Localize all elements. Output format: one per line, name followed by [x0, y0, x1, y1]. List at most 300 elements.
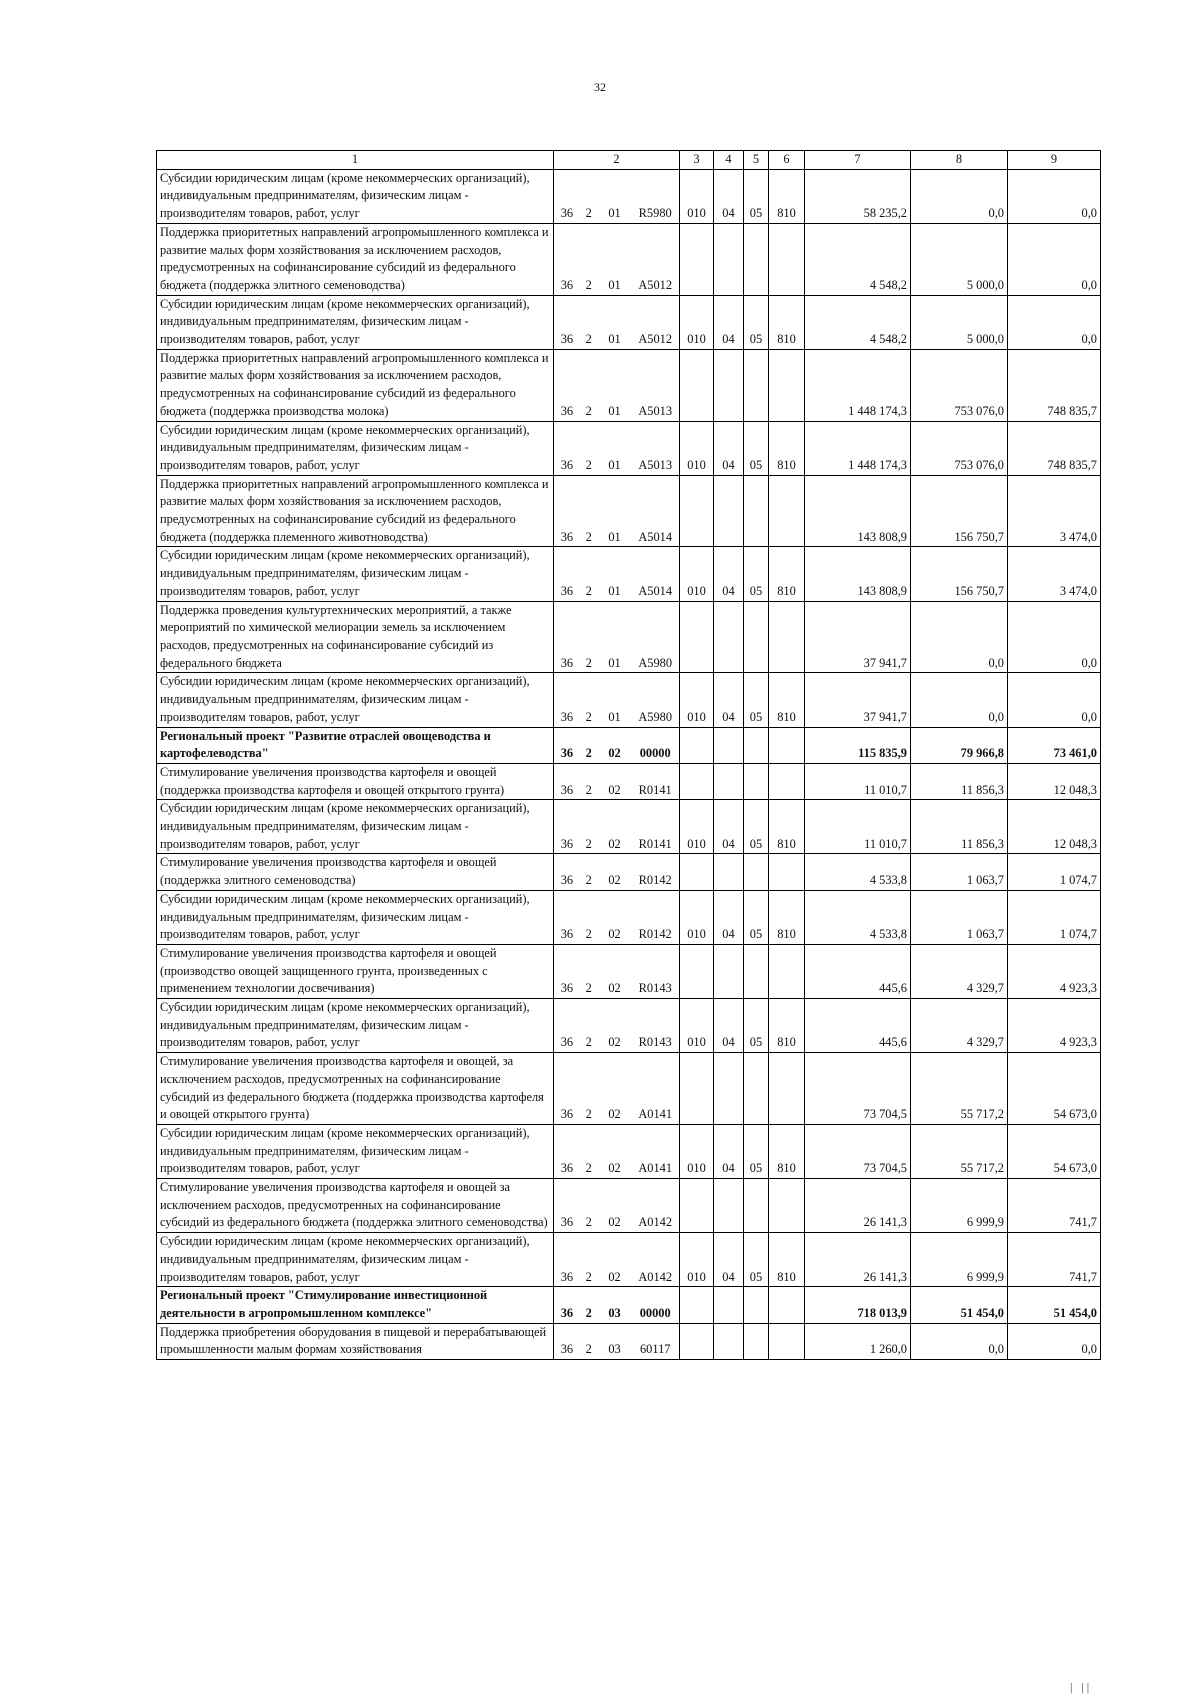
code-cell — [554, 890, 680, 944]
code-cell — [554, 944, 680, 998]
code-part-2: 2 — [585, 1269, 592, 1284]
code-cell — [554, 1233, 680, 1287]
code-cell — [554, 999, 680, 1053]
code-part-2: 2 — [585, 277, 592, 292]
value-col7: 143 808,9 — [805, 547, 911, 601]
code-cell — [554, 295, 680, 349]
code-part-3: 02 — [608, 746, 621, 761]
col5-cell: 05 — [744, 999, 769, 1053]
code-part-3: 02 — [608, 1035, 621, 1050]
value-col9: 748 835,7 — [1008, 421, 1101, 475]
col5-cell: 05 — [744, 295, 769, 349]
value-col7: 1 448 174,3 — [805, 349, 911, 421]
code-part-2: 2 — [585, 529, 592, 544]
value-col9: 0,0 — [1008, 1323, 1101, 1359]
col3-cell: 010 — [680, 890, 714, 944]
code-part-2: 2 — [585, 457, 592, 472]
code-part-4: 60117 — [639, 1342, 671, 1357]
col5-cell — [744, 727, 769, 763]
col5-cell — [744, 1179, 769, 1233]
col6-cell: 810 — [769, 1124, 805, 1178]
value-col8: 5 000,0 — [911, 223, 1008, 295]
col3-cell — [680, 1053, 714, 1125]
value-col8: 6 999,9 — [911, 1233, 1008, 1287]
table-row-section — [157, 1287, 1101, 1323]
col3-cell — [680, 1179, 714, 1233]
col6-cell — [769, 601, 805, 673]
col3-cell — [680, 944, 714, 998]
col3-cell: 010 — [680, 800, 714, 854]
col6-cell: 810 — [769, 800, 805, 854]
col6-cell: 810 — [769, 295, 805, 349]
value-col9: 54 673,0 — [1008, 1053, 1101, 1125]
value-col7: 143 808,9 — [805, 475, 911, 547]
code-part-2: 2 — [585, 1306, 592, 1320]
table-row — [157, 890, 1101, 944]
code-part-3: 01 — [608, 206, 621, 221]
code-part-2: 2 — [585, 709, 592, 724]
col4-cell: 04 — [714, 890, 744, 944]
code-cell — [554, 475, 680, 547]
col5-cell: 05 — [744, 169, 769, 223]
code-part-3: 01 — [608, 403, 621, 418]
value-col8: 79 966,8 — [911, 727, 1008, 763]
code-part-1: 36 — [560, 583, 574, 598]
value-col8: 753 076,0 — [911, 421, 1008, 475]
table-row — [157, 1233, 1101, 1287]
table-row — [157, 169, 1101, 223]
code-part-4: 00000 — [639, 746, 671, 761]
code-cell — [554, 1124, 680, 1178]
value-col9: 741,7 — [1008, 1179, 1101, 1233]
col4-cell: 04 — [714, 547, 744, 601]
row-name: Стимулирование увеличения производства картофеля и овощей (поддержка элитного семеноводства) — [157, 854, 554, 890]
col3-cell — [680, 1287, 714, 1323]
table-row — [157, 295, 1101, 349]
code-cell — [554, 673, 680, 727]
col3-cell — [680, 601, 714, 673]
code-part-1: 36 — [560, 746, 574, 761]
code-cell — [554, 763, 680, 799]
col4-cell — [714, 763, 744, 799]
row-name: Региональный проект "Стимулирование инвестиционной деятельности в агропромышленном комплексе" — [157, 1287, 554, 1323]
col5-cell — [744, 223, 769, 295]
code-part-4: A5014 — [638, 583, 673, 598]
code-part-2: 2 — [585, 655, 592, 670]
col6-cell: 810 — [769, 890, 805, 944]
code-cell — [554, 727, 680, 763]
code-part-4: A5013 — [638, 457, 673, 472]
code-part-4: R0143 — [638, 1035, 672, 1050]
col5-cell — [744, 349, 769, 421]
col5-cell — [744, 854, 769, 890]
row-name: Стимулирование увеличения производства картофеля и овощей за исключением расходов, предусмотренных на софинансирование субсидий из федерального бюджета (поддержка элитного семеноводства) — [157, 1179, 554, 1233]
row-name: Субсидии юридическим лицам (кроме некоммерческих организаций), индивидуальным предпринимателям, физическим лицам - производителям товаров, работ, услуг — [157, 1124, 554, 1178]
col4-cell — [714, 727, 744, 763]
col5-cell: 05 — [744, 673, 769, 727]
code-cell — [554, 421, 680, 475]
value-col7: 73 704,5 — [805, 1053, 911, 1125]
row-name: Субсидии юридическим лицам (кроме некоммерческих организаций), индивидуальным предпринимателям, физическим лицам - производителям товаров, работ, услуг — [157, 421, 554, 475]
col3-cell — [680, 475, 714, 547]
value-col8: 51 454,0 — [911, 1287, 1008, 1323]
column-header: 2 — [554, 151, 680, 170]
col6-cell — [769, 944, 805, 998]
col5-cell — [744, 1323, 769, 1359]
value-col8: 0,0 — [911, 673, 1008, 727]
value-col8: 5 000,0 — [911, 295, 1008, 349]
table-row — [157, 475, 1101, 547]
code-part-4: R0142 — [638, 927, 672, 942]
col4-cell — [714, 349, 744, 421]
value-col7: 73 704,5 — [805, 1124, 911, 1178]
col4-cell: 04 — [714, 1124, 744, 1178]
col5-cell — [744, 763, 769, 799]
code-part-4: A5980 — [638, 709, 673, 724]
code-part-3: 02 — [608, 1269, 621, 1284]
col4-cell: 04 — [714, 999, 744, 1053]
code-part-3: 03 — [608, 1342, 621, 1357]
code-cell — [554, 1323, 680, 1359]
value-col9: 1 074,7 — [1008, 890, 1101, 944]
table-row — [157, 421, 1101, 475]
code-part-2: 2 — [585, 1107, 592, 1122]
col6-cell: 810 — [769, 1233, 805, 1287]
col4-cell — [714, 1179, 744, 1233]
col3-cell — [680, 223, 714, 295]
col4-cell — [714, 944, 744, 998]
code-part-3: 02 — [608, 1215, 621, 1230]
code-part-3: 01 — [608, 332, 621, 347]
code-cell — [554, 169, 680, 223]
code-part-3: 02 — [608, 1161, 621, 1176]
value-col8: 0,0 — [911, 601, 1008, 673]
table-row — [157, 800, 1101, 854]
col5-cell: 05 — [744, 890, 769, 944]
code-part-3: 02 — [608, 981, 621, 996]
row-name: Поддержка приоритетных направлений агропромышленного комплекса и развитие малых форм хозяйствования за исключением расходов, предусмотренных на софинансирование субсидий из федерального бюджета (поддержка производства молока) — [157, 349, 554, 421]
code-part-4: A5012 — [638, 332, 673, 347]
col3-cell: 010 — [680, 1124, 714, 1178]
column-header: 1 — [157, 151, 554, 170]
row-name: Субсидии юридическим лицам (кроме некоммерческих организаций), индивидуальным предпринимателям, физическим лицам - производителям товаров, работ, услуг — [157, 169, 554, 223]
col4-cell: 04 — [714, 800, 744, 854]
value-col9: 3 474,0 — [1008, 475, 1101, 547]
code-part-1: 36 — [560, 782, 574, 797]
table-row — [157, 999, 1101, 1053]
value-col7: 11 010,7 — [805, 763, 911, 799]
code-part-2: 2 — [585, 1342, 592, 1357]
code-part-4: R5980 — [638, 206, 672, 221]
code-part-3: 01 — [608, 277, 621, 292]
row-name: Поддержка проведения культуртехнических мероприятий, а также мероприятий по химической мелиорации земель за исключением расходов, предусмотренных на софинансирование субсидий из федерального бюджета — [157, 601, 554, 673]
code-part-4: A5980 — [638, 655, 673, 670]
row-name: Стимулирование увеличения производства картофеля и овощей (производство овощей защищенного грунта, произведенных с применением технологии досвечивания) — [157, 944, 554, 998]
code-part-3: 01 — [608, 457, 621, 472]
value-col7: 718 013,9 — [805, 1287, 911, 1323]
col6-cell: 810 — [769, 673, 805, 727]
col6-cell: 810 — [769, 999, 805, 1053]
code-part-4: R0143 — [638, 981, 672, 996]
code-cell — [554, 854, 680, 890]
code-part-4: R0142 — [638, 873, 672, 888]
code-part-3: 01 — [608, 709, 621, 724]
value-col7: 37 941,7 — [805, 601, 911, 673]
col5-cell — [744, 944, 769, 998]
column-header: 3 — [680, 151, 714, 170]
row-name: Региональный проект "Развитие отраслей овощеводства и картофелеводства" — [157, 727, 554, 763]
value-col9: 741,7 — [1008, 1233, 1101, 1287]
table-row — [157, 349, 1101, 421]
col6-cell — [769, 223, 805, 295]
value-col7: 445,6 — [805, 944, 911, 998]
row-name: Поддержка приобретения оборудования в пищевой и перерабатывающей промышленности малым формам хозяйствования — [157, 1323, 554, 1359]
col3-cell: 010 — [680, 295, 714, 349]
col3-cell — [680, 854, 714, 890]
code-part-3: 03 — [608, 1306, 621, 1320]
table-row-section — [157, 727, 1101, 763]
col4-cell — [714, 854, 744, 890]
col3-cell — [680, 349, 714, 421]
col5-cell: 05 — [744, 800, 769, 854]
table-row — [157, 763, 1101, 799]
col4-cell: 04 — [714, 421, 744, 475]
table-row — [157, 1179, 1101, 1233]
code-part-2: 2 — [585, 332, 592, 347]
code-cell — [554, 1179, 680, 1233]
code-part-1: 36 — [560, 457, 574, 472]
table-row — [157, 1053, 1101, 1125]
table-row — [157, 1323, 1101, 1359]
row-name: Субсидии юридическим лицам (кроме некоммерческих организаций), индивидуальным предпринимателям, физическим лицам - производителям товаров, работ, услуг — [157, 1233, 554, 1287]
value-col7: 26 141,3 — [805, 1233, 911, 1287]
value-col9: 12 048,3 — [1008, 800, 1101, 854]
code-part-2: 2 — [585, 981, 592, 996]
code-part-2: 2 — [585, 782, 592, 797]
value-col7: 1 448 174,3 — [805, 421, 911, 475]
code-part-3: 01 — [608, 655, 621, 670]
code-part-2: 2 — [585, 1215, 592, 1230]
value-col7: 58 235,2 — [805, 169, 911, 223]
column-header: 7 — [805, 151, 911, 170]
value-col8: 1 063,7 — [911, 890, 1008, 944]
code-part-1: 36 — [560, 1035, 574, 1050]
code-cell — [554, 1287, 680, 1323]
code-part-4: R0141 — [638, 836, 672, 851]
row-name: Субсидии юридическим лицам (кроме некоммерческих организаций), индивидуальным предпринимателям, физическим лицам - производителям товаров, работ, услуг — [157, 800, 554, 854]
value-col7: 4 548,2 — [805, 295, 911, 349]
value-col8: 4 329,7 — [911, 999, 1008, 1053]
scan-artifact: | || — [1070, 1680, 1093, 1694]
value-col8: 4 329,7 — [911, 944, 1008, 998]
col5-cell: 05 — [744, 1233, 769, 1287]
col6-cell: 810 — [769, 169, 805, 223]
code-cell — [554, 349, 680, 421]
table-row — [157, 673, 1101, 727]
code-part-1: 36 — [560, 403, 574, 418]
row-name: Стимулирование увеличения производства картофеля и овощей (поддержка производства картофеля и овощей открытого грунта) — [157, 763, 554, 799]
code-part-2: 2 — [585, 873, 592, 888]
row-name: Поддержка приоритетных направлений агропромышленного комплекса и развитие малых форм хозяйствования за исключением расходов, предусмотренных на софинансирование субсидий из федерального бюджета (поддержка племенного животноводства) — [157, 475, 554, 547]
col6-cell — [769, 1287, 805, 1323]
code-part-1: 36 — [560, 981, 574, 996]
table-row — [157, 601, 1101, 673]
row-name: Субсидии юридическим лицам (кроме некоммерческих организаций), индивидуальным предпринимателям, физическим лицам - производителям товаров, работ, услуг — [157, 547, 554, 601]
code-part-1: 36 — [560, 927, 574, 942]
column-header: 8 — [911, 151, 1008, 170]
col3-cell: 010 — [680, 421, 714, 475]
value-col8: 55 717,2 — [911, 1053, 1008, 1125]
value-col8: 1 063,7 — [911, 854, 1008, 890]
value-col9: 0,0 — [1008, 601, 1101, 673]
column-header: 9 — [1008, 151, 1101, 170]
col5-cell: 05 — [744, 1124, 769, 1178]
code-part-4: A5013 — [638, 403, 673, 418]
value-col9: 3 474,0 — [1008, 547, 1101, 601]
code-part-1: 36 — [560, 1107, 574, 1122]
value-col7: 4 533,8 — [805, 890, 911, 944]
code-part-4: A0142 — [638, 1215, 673, 1230]
code-part-1: 36 — [560, 529, 574, 544]
code-part-1: 36 — [560, 277, 574, 292]
value-col7: 4 533,8 — [805, 854, 911, 890]
value-col9: 1 074,7 — [1008, 854, 1101, 890]
col3-cell — [680, 763, 714, 799]
value-col7: 1 260,0 — [805, 1323, 911, 1359]
code-part-1: 36 — [560, 873, 574, 888]
col4-cell — [714, 1287, 744, 1323]
value-col7: 4 548,2 — [805, 223, 911, 295]
code-part-2: 2 — [585, 746, 592, 761]
value-col8: 55 717,2 — [911, 1124, 1008, 1178]
table-row — [157, 854, 1101, 890]
code-part-1: 36 — [560, 655, 574, 670]
value-col8: 156 750,7 — [911, 547, 1008, 601]
column-header: 5 — [744, 151, 769, 170]
code-part-1: 36 — [560, 1342, 574, 1357]
col3-cell — [680, 1323, 714, 1359]
row-name: Субсидии юридическим лицам (кроме некоммерческих организаций), индивидуальным предпринимателям, физическим лицам - производителям товаров, работ, услуг — [157, 890, 554, 944]
value-col8: 11 856,3 — [911, 763, 1008, 799]
col4-cell — [714, 1053, 744, 1125]
col3-cell: 010 — [680, 169, 714, 223]
code-cell — [554, 223, 680, 295]
code-cell — [554, 800, 680, 854]
value-col9: 0,0 — [1008, 295, 1101, 349]
code-part-3: 02 — [608, 927, 621, 942]
value-col7: 37 941,7 — [805, 673, 911, 727]
code-part-4: 00000 — [639, 1306, 671, 1320]
code-part-3: 02 — [608, 873, 621, 888]
code-part-1: 36 — [560, 1269, 574, 1284]
col3-cell: 010 — [680, 547, 714, 601]
code-cell — [554, 1053, 680, 1125]
column-header: 4 — [714, 151, 744, 170]
col6-cell — [769, 727, 805, 763]
code-part-2: 2 — [585, 583, 592, 598]
col6-cell — [769, 1323, 805, 1359]
value-col8: 11 856,3 — [911, 800, 1008, 854]
value-col7: 26 141,3 — [805, 1179, 911, 1233]
code-part-1: 36 — [560, 1215, 574, 1230]
col6-cell — [769, 763, 805, 799]
col4-cell — [714, 475, 744, 547]
row-name: Субсидии юридическим лицам (кроме некоммерческих организаций), индивидуальным предпринимателям, физическим лицам - производителям товаров, работ, услуг — [157, 295, 554, 349]
code-part-2: 2 — [585, 1035, 592, 1050]
value-col9: 0,0 — [1008, 673, 1101, 727]
code-part-3: 01 — [608, 583, 621, 598]
row-name: Субсидии юридическим лицам (кроме некоммерческих организаций), индивидуальным предпринимателям, физическим лицам - производителям товаров, работ, услуг — [157, 999, 554, 1053]
value-col9: 12 048,3 — [1008, 763, 1101, 799]
col6-cell: 810 — [769, 421, 805, 475]
value-col7: 11 010,7 — [805, 800, 911, 854]
col4-cell — [714, 223, 744, 295]
col4-cell: 04 — [714, 673, 744, 727]
code-part-1: 36 — [560, 1306, 574, 1320]
row-name: Стимулирование увеличения производства картофеля и овощей, за исключением расходов, предусмотренных на софинансирование субсидий из федерального бюджета (поддержка производства картофеля и овощей открытого грунта) — [157, 1053, 554, 1125]
col6-cell — [769, 1053, 805, 1125]
budget-table — [156, 150, 1101, 1360]
code-part-2: 2 — [585, 1161, 592, 1176]
value-col9: 4 923,3 — [1008, 944, 1101, 998]
code-part-1: 36 — [560, 836, 574, 851]
col4-cell: 04 — [714, 295, 744, 349]
code-part-1: 36 — [560, 332, 574, 347]
col6-cell — [769, 349, 805, 421]
code-part-1: 36 — [560, 1161, 574, 1176]
table-row — [157, 547, 1101, 601]
code-cell — [554, 601, 680, 673]
col5-cell — [744, 601, 769, 673]
col3-cell: 010 — [680, 1233, 714, 1287]
code-part-2: 2 — [585, 836, 592, 851]
value-col8: 753 076,0 — [911, 349, 1008, 421]
table-row — [157, 223, 1101, 295]
col6-cell — [769, 854, 805, 890]
col3-cell: 010 — [680, 999, 714, 1053]
value-col9: 51 454,0 — [1008, 1287, 1101, 1323]
table-row — [157, 944, 1101, 998]
code-part-4: A0142 — [638, 1269, 673, 1284]
value-col9: 54 673,0 — [1008, 1124, 1101, 1178]
col6-cell: 810 — [769, 547, 805, 601]
col5-cell: 05 — [744, 547, 769, 601]
row-name: Поддержка приоритетных направлений агропромышленного комплекса и развитие малых форм хозяйствования за исключением расходов, предусмотренных на софинансирование субсидий из федерального бюджета (поддержка элитного семеноводства) — [157, 223, 554, 295]
code-part-1: 36 — [560, 206, 574, 221]
value-col8: 0,0 — [911, 169, 1008, 223]
col4-cell — [714, 1323, 744, 1359]
code-part-3: 01 — [608, 529, 621, 544]
code-part-3: 02 — [608, 836, 621, 851]
code-part-4: A5012 — [638, 277, 673, 292]
code-part-4: A5014 — [638, 529, 673, 544]
code-part-4: A0141 — [638, 1161, 673, 1176]
value-col9: 0,0 — [1008, 169, 1101, 223]
code-part-3: 02 — [608, 1107, 621, 1122]
value-col7: 445,6 — [805, 999, 911, 1053]
col5-cell: 05 — [744, 421, 769, 475]
code-part-4: R0141 — [638, 782, 672, 797]
table-header-row — [157, 151, 1101, 170]
code-part-2: 2 — [585, 927, 592, 942]
col3-cell — [680, 727, 714, 763]
code-part-2: 2 — [585, 403, 592, 418]
value-col8: 0,0 — [911, 1323, 1008, 1359]
value-col9: 0,0 — [1008, 223, 1101, 295]
code-part-1: 36 — [560, 709, 574, 724]
row-name: Субсидии юридическим лицам (кроме некоммерческих организаций), индивидуальным предпринимателям, физическим лицам - производителям товаров, работ, услуг — [157, 673, 554, 727]
col6-cell — [769, 1179, 805, 1233]
